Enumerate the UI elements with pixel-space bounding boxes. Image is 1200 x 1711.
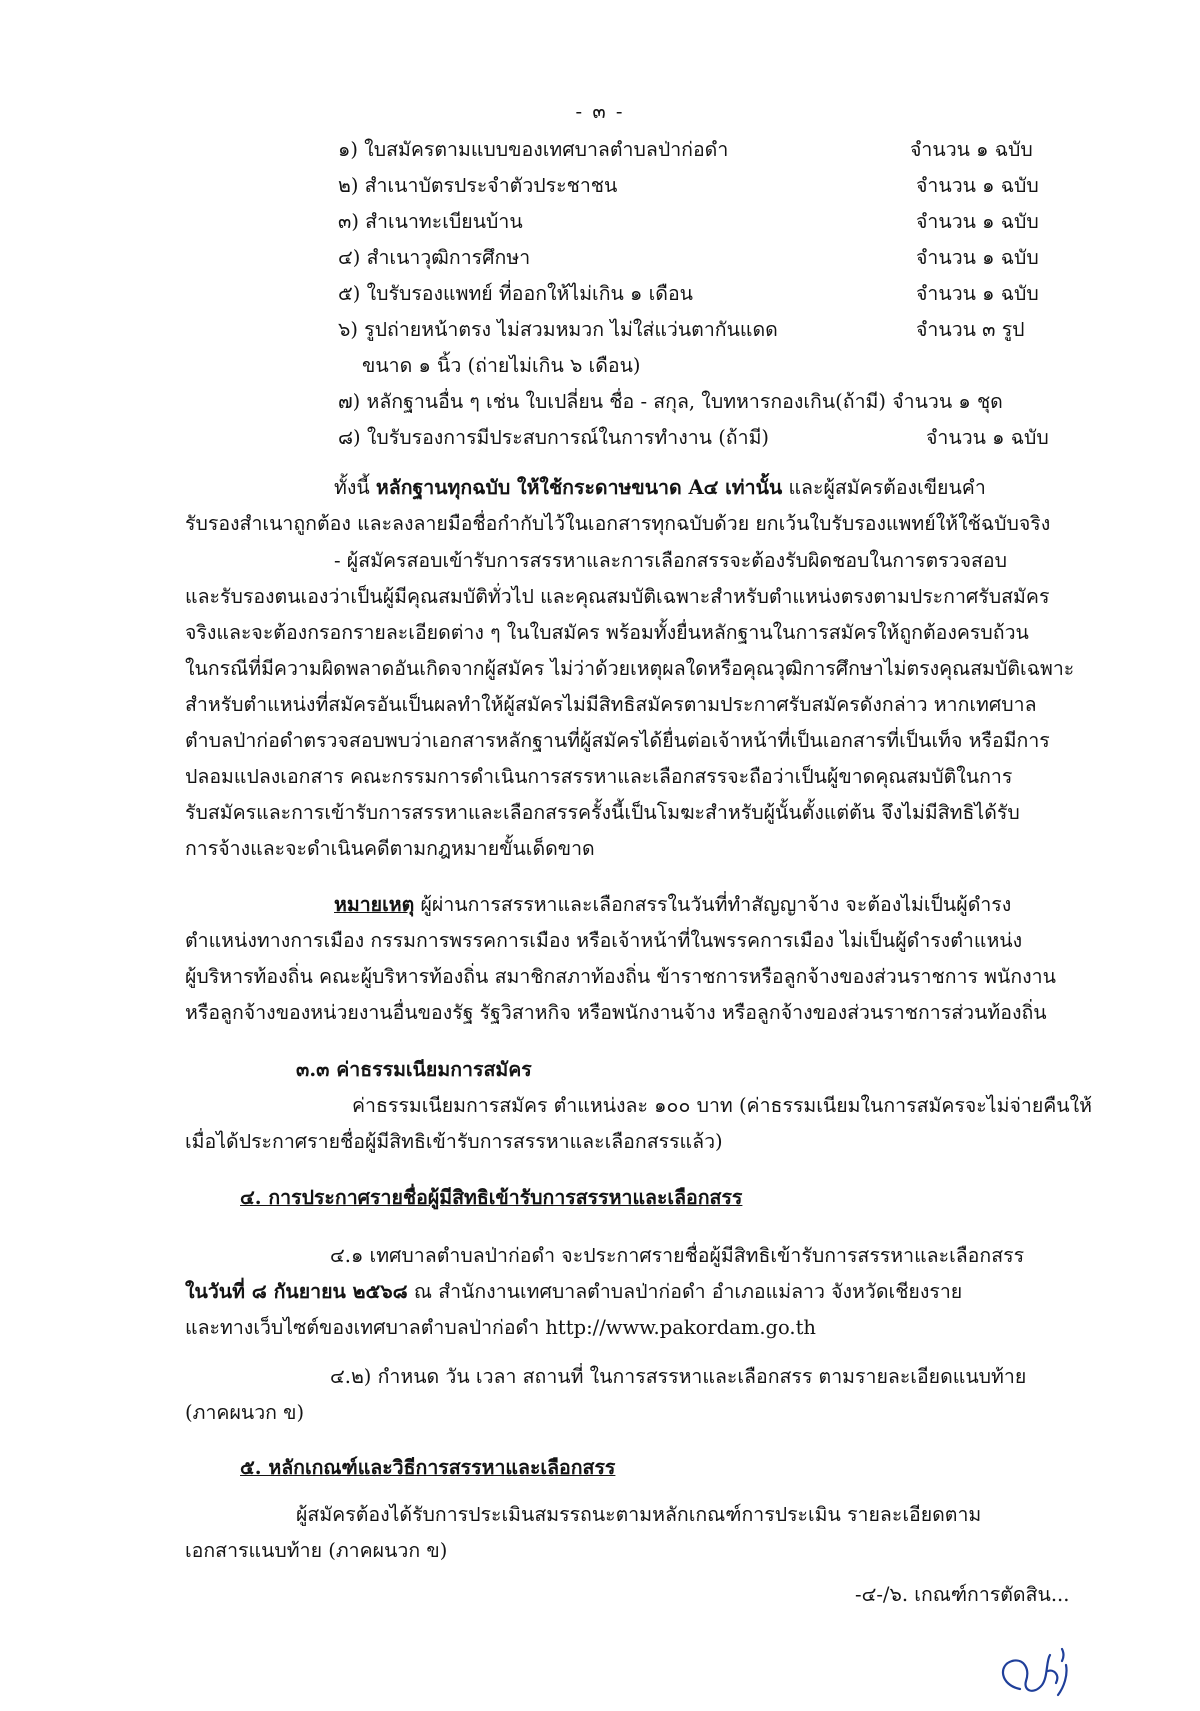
note-a4-pre: ทั้งนี้ bbox=[334, 476, 376, 499]
doc-item-8: ๘) ใบรับรองการมีประสบการณ์ในการทำงาน (ถ้ามี) bbox=[338, 426, 770, 449]
fee-line-1: ค่าธรรมเนียมการสมัคร ตำแหน่งละ ๑๐๐ บาท (ค่าธรรมเนียมในการสมัครจะไม่จ่ายคืนให้ bbox=[352, 1094, 1092, 1117]
announce-place: ณ สำนักงานเทศบาลตำบลป่าก่อดำ อำเภอแม่ลาว จังหวัดเชียงราย bbox=[407, 1280, 963, 1303]
doc-item-4: ๔) สำเนาวุฒิการศึกษา bbox=[338, 246, 531, 269]
note-a4-line2: รับรองสำเนาถูกต้อง และลงลายมือชื่อกำกับไว้ในเอกสารทุกฉบับด้วย ยกเว้นใบรับรองแพทย์ให้ใช้ฉบับจริง bbox=[185, 512, 1051, 535]
responsibility-line-8: รับสมัครและการเข้ารับการสรรหาและเลือกสรรครั้งนี้เป็นโมฆะสำหรับผู้นั้นตั้งแต่ต้น จึงไม่มีสิทธิได้รับ bbox=[185, 801, 1020, 824]
doc-qty-4: จำนวน ๑ ฉบับ bbox=[916, 246, 1039, 269]
remark-line-4: หรือลูกจ้างของหน่วยงานอื่นของรัฐ รัฐวิสาหกิจ หรือพนักงานจ้าง หรือลูกจ้างของส่วนราชการส่วนท้องถิ่น bbox=[185, 1001, 1047, 1024]
section5-line-2: เอกสารแนบท้าย (ภาคผนวก ข) bbox=[185, 1539, 448, 1562]
doc-qty-8: จำนวน ๑ ฉบับ bbox=[926, 426, 1049, 449]
doc-item-1: ๑) ใบสมัครตามแบบของเทศบาลตำบลป่าก่อดำ bbox=[338, 138, 729, 161]
doc-item-6-cont: ขนาด ๑ นิ้ว (ถ่ายไม่เกิน ๖ เดือน) bbox=[362, 354, 641, 377]
section4-p1-line2 bbox=[185, 1274, 962, 1310]
doc-item-7: ๗) หลักฐานอื่น ๆ เช่น ใบเปลี่ยน ชื่อ - สกุล, ใบทหารกองเกิน(ถ้ามี) จำนวน ๑ ชุด bbox=[338, 390, 1003, 413]
remark-first: ผู้ผ่านการสรรหาและเลือกสรรในวันที่ทำสัญญาจ้าง จะต้องไม่เป็นผู้ดำรง bbox=[414, 893, 1012, 916]
doc-item-5: ๕) ใบรับรองแพทย์ ที่ออกให้ไม่เกิน ๑ เดือน bbox=[338, 282, 693, 305]
responsibility-line-7: ปลอมแปลงเอกสาร คณะกรรมการดำเนินการสรรหาและเลือกสรรจะถือว่าเป็นผู้ขาดคุณสมบัติในการ bbox=[185, 765, 1013, 788]
responsibility-line-3: จริงและจะต้องกรอกรายละเอียดต่าง ๆ ในใบสมัคร พร้อมทั้งยื่นหลักฐานในการสมัครให้ถูกต้องครบถ้วน bbox=[185, 621, 1029, 644]
responsibility-line-6: ตำบลป่าก่อดำตรวจสอบพบว่าเอกสารหลักฐานที่ผู้สมัครได้ยื่นต่อเจ้าหน้าที่เป็นเอกสารที่เป็นเท็จ หรือมีการ bbox=[185, 729, 1050, 752]
remark-line-3: ผู้บริหารท้องถิ่น คณะผู้บริหารท้องถิ่น สมาชิกสภาท้องถิ่น ข้าราชการหรือลูกจ้างของส่วนราชการ พนักงาน bbox=[185, 965, 1056, 988]
note-a4-post: และผู้สมัครต้องเขียนคำ bbox=[782, 476, 986, 499]
remark-line-2: ตำแหน่งทางการเมือง กรรมการพรรคการเมือง หรือเจ้าหน้าที่ในพรรคการเมือง ไม่เป็นผู้ดำรงตำแหน่ง bbox=[185, 929, 1023, 952]
responsibility-line-1: - ผู้สมัครสอบเข้ารับการสรรหาและการเลือกสรรจะต้องรับผิดชอบในการตรวจสอบ bbox=[334, 549, 1008, 572]
signature-icon bbox=[990, 1625, 1090, 1705]
section5-heading: ๕. หลักเกณฑ์และวิธีการสรรหาและเลือกสรร bbox=[240, 1456, 616, 1479]
note-a4-line1 bbox=[334, 470, 986, 506]
remark-label: หมายเหตุ bbox=[334, 893, 415, 916]
responsibility-line-2: และรับรองตนเองว่าเป็นผู้มีคุณสมบัติทั่วไป และคุณสมบัติเฉพาะสำหรับตำแหน่งตรงตามประกาศรับสมัคร bbox=[185, 585, 1050, 608]
section4-p2-line1: ๔.๒) กำหนด วัน เวลา สถานที่ ในการสรรหาและเลือกสรร ตามรายละเอียดแนบท้าย bbox=[330, 1365, 1027, 1388]
remark-line-1 bbox=[334, 887, 1011, 923]
responsibility-line-5: สำหรับตำแหน่งที่สมัครอันเป็นผลทำให้ผู้สมัครไม่มีสิทธิสมัครตามประกาศรับสมัครดังกล่าว หากเทศบาล bbox=[185, 693, 1037, 716]
announce-date: ในวันที่ ๘ กันยายน ๒๕๖๘ bbox=[185, 1280, 408, 1303]
section4-p2-line2: (ภาคผนวก ข) bbox=[185, 1401, 305, 1424]
responsibility-line-4: ในกรณีที่มีความผิดพลาดอันเกิดจากผู้สมัคร ไม่ว่าด้วยเหตุผลใดหรือคุณวุฒิการศึกษาไม่ตรงคุณสมบัติเฉพาะ bbox=[185, 657, 1075, 680]
section4-p1-line3: และทางเว็บไซต์ของเทศบาลตำบลป่าก่อดำ http://www.pakordam.go.th bbox=[185, 1316, 816, 1339]
fee-line-2: เมื่อได้ประกาศรายชื่อผู้มีสิทธิเข้ารับการสรรหาและเลือกสรรแล้ว) bbox=[185, 1130, 723, 1153]
doc-qty-3: จำนวน ๑ ฉบับ bbox=[916, 210, 1039, 233]
note-a4-bold: หลักฐานทุกฉบับ ให้ใช้กระดาษขนาด A๔ เท่านั้น bbox=[375, 476, 783, 499]
doc-qty-1: จำนวน ๑ ฉบับ bbox=[910, 138, 1033, 161]
continuation-note: -๔-/๖. เกณฑ์การตัดสิน... bbox=[855, 1583, 1070, 1606]
doc-qty-5: จำนวน ๑ ฉบับ bbox=[916, 282, 1039, 305]
doc-qty-6: จำนวน ๓ รูป bbox=[916, 318, 1025, 341]
doc-qty-2: จำนวน ๑ ฉบับ bbox=[916, 174, 1039, 197]
responsibility-line-9: การจ้างและจะดำเนินคดีตามกฎหมายขั้นเด็ดขาด bbox=[185, 837, 595, 860]
doc-item-2: ๒) สำเนาบัตรประจำตัวประชาชน bbox=[338, 174, 618, 197]
section4-p1-line1: ๔.๑ เทศบาลตำบลป่าก่อดำ จะประกาศรายชื่อผู้มีสิทธิเข้ารับการสรรหาและเลือกสรร bbox=[330, 1244, 1025, 1267]
fee-heading: ๓.๓ ค่าธรรมเนียมการสมัคร bbox=[296, 1058, 532, 1081]
section5-line-1: ผู้สมัครต้องได้รับการประเมินสมรรถนะตามหลักเกณฑ์การประเมิน รายละเอียดตาม bbox=[296, 1503, 982, 1526]
doc-item-3: ๓) สำเนาทะเบียนบ้าน bbox=[338, 210, 523, 233]
page-number: - ๓ - bbox=[575, 100, 625, 123]
doc-item-6: ๖) รูปถ่ายหน้าตรง ไม่สวมหมวก ไม่ใส่แว่นตากันแดด bbox=[338, 318, 778, 341]
section4-heading: ๔. การประกาศรายชื่อผู้มีสิทธิเข้ารับการสรรหาและเลือกสรร bbox=[240, 1186, 743, 1209]
